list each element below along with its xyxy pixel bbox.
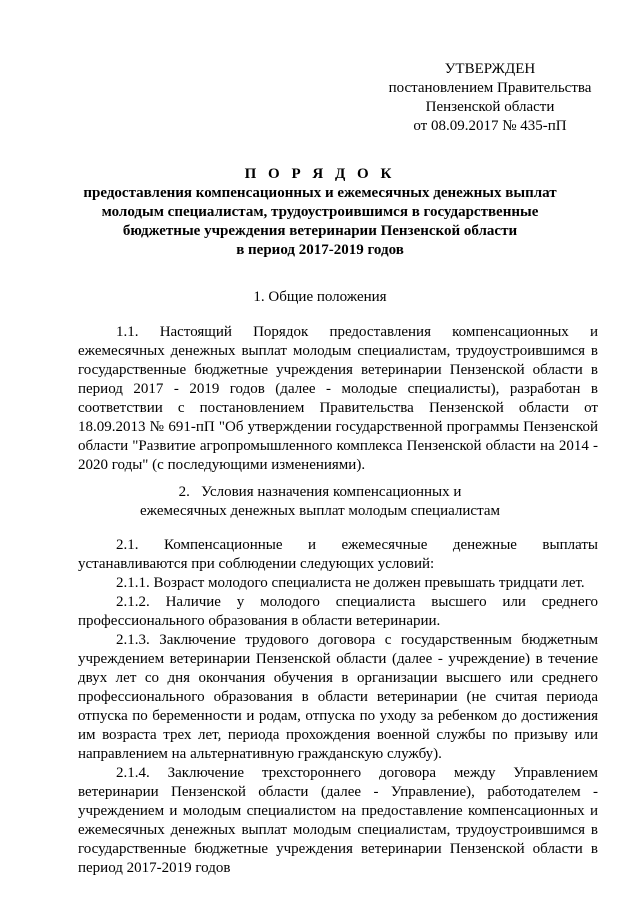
paragraph-2-1: 2.1. Компенсационные и ежемесячные денежные выплаты устанавливаются при соблюдении следующих условий: (78, 537, 598, 572)
paragraph-2-1-1: 2.1.1. Возраст молодого специалиста не должен превышать тридцати лет. (116, 575, 585, 591)
document-title (30, 165, 610, 260)
paragraph-2-1-2: 2.1.2. Наличие у молодого специалиста высшего или среднего профессионального образования в области ветеринарии. (78, 594, 598, 629)
section-2-heading-line-2: ежемесячных денежных выплат молодым специалистам (140, 503, 500, 519)
title-line-3: бюджетные учреждения ветеринарии Пензенской области (122, 223, 518, 239)
approval-line-1: УТВЕРЖДЕН (444, 61, 536, 77)
section-2-heading (30, 483, 610, 521)
section-2-body (78, 536, 598, 878)
section-1-heading: 1. Общие положения (253, 289, 387, 305)
title-line-1: предоставления компенсационных и ежемесячных денежных выплат (83, 185, 557, 201)
approval-line-3: Пензенской области (425, 99, 555, 115)
section-2-heading-line-1: 2. Условия назначения компенсационных и (178, 484, 462, 500)
approval-line-2: постановлением Правительства (388, 80, 592, 96)
title-line-2: молодым специалистам, трудоустроившимся в государственные (101, 204, 539, 220)
title-main: П О Р Я Д О К (244, 166, 396, 182)
paragraph-1-1: 1.1. Настоящий Порядок предоставления компенсационных и ежемесячных денежных выплат молодым специалистам, трудоустроившимся в государственные бюджетные учреждения ветеринарии Пензенской области в период 2017 - 2019 годов (далее - молодые специалисты), разработан в соответствии с постановлением Правительства Пензенской области от 18.09.2013 № 691-пП "Об утверждении государственной программы Пензенской области "Развитие агропромышленного комплекса Пензенской области на 2014 - 2020 годы" (с последующими изменениями). (78, 324, 598, 473)
approval-stamp (360, 60, 620, 136)
paragraph-2-1-3: 2.1.3. Заключение трудового договора с государственным бюджетным учреждением ветеринарии Пензенской области (далее - учреждение) в течение двух лет со дня окончания обучения в организации высшего или среднего профессионального образования в области ветеринарии (не считая периода отпуска по беременности и родам, отпуска по уходу за ребенком до достижения им возраста трех лет, периода прохождения военной службы по призыву или направлением на альтернативную гражданскую службу). (78, 632, 598, 762)
title-line-4: в период 2017-2019 годов (236, 242, 404, 258)
section-1-body (78, 323, 598, 475)
paragraph-2-1-4: 2.1.4. Заключение трехстороннего договора между Управлением ветеринарии Пензенской области (далее - Управление), работодателем - учреждением и молодым специалистом на предоставление компенсационных и ежемесячных денежных выплат молодым специалистам, трудоустроившимся в государственные бюджетные учреждения ветеринарии Пензенской области в период 2017-2019 годов (78, 765, 598, 876)
approval-line-4: от 08.09.2017 № 435-пП (413, 118, 567, 134)
